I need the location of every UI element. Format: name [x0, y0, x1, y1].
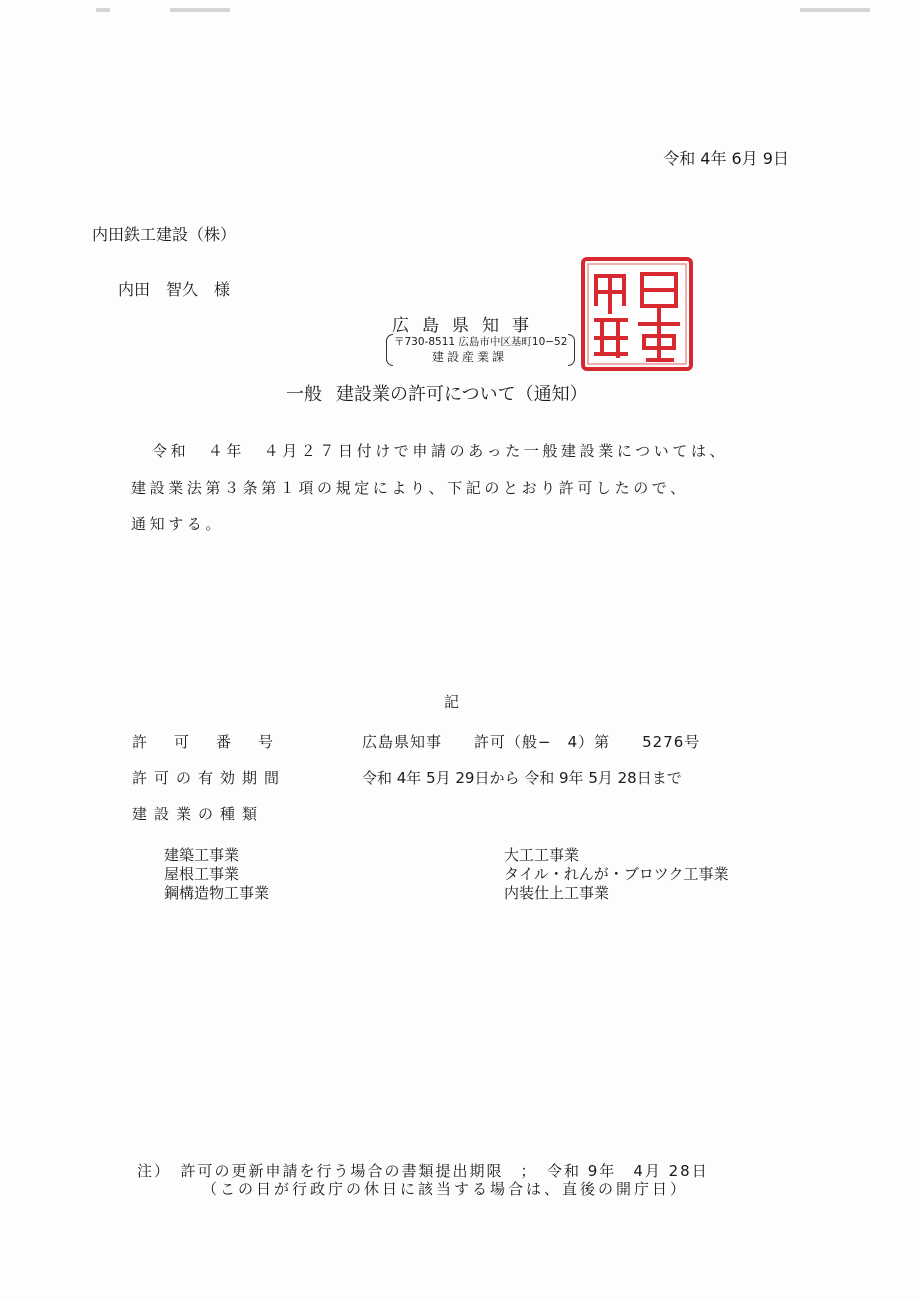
business-types-label: 建設業の種類 [132, 805, 265, 823]
scan-artifact [96, 8, 110, 12]
address-bracket-left [386, 334, 393, 366]
issuer-title: 広島県知事 [392, 316, 542, 336]
scan-artifact [170, 8, 230, 12]
document-subject [286, 380, 588, 406]
business-type-item: 屋根工事業 [164, 865, 240, 883]
record-heading: 記 [444, 693, 460, 711]
permit-number-value: 広島県知事 許可（般− 4）第 5276号 [362, 733, 701, 751]
subject-prefix: 一般 [286, 384, 322, 405]
issuer-address: 〒730-8511 広島市中区基町10−52 [394, 336, 568, 348]
body-line-1: 令和 ４年 ４月２７日付けで申請のあった一般建設業については、 [152, 442, 729, 460]
body-line-2: 建設業法第３条第１項の規定により、下記のとおり許可したので、 [131, 479, 689, 497]
addressee-person: 内田 智久 様 [118, 280, 231, 299]
addressee-company: 内田鉄工建設（株） [92, 225, 237, 244]
business-type-item: タイル・れんが・ブロツク工事業 [504, 865, 729, 883]
renewal-note: 注） 許可の更新申請を行う場合の書類提出期限 ； 令和 9年 4月 28日 [137, 1162, 709, 1180]
issuer-department: 建設産業課 [432, 350, 508, 364]
official-seal-stamp [580, 256, 694, 372]
business-type-item: 建築工事業 [164, 846, 240, 864]
issue-date: 令和 4年 6月 9日 [663, 149, 789, 168]
validity-period-value: 令和 4年 5月 29日から 令和 9年 5月 28日まで [362, 769, 682, 787]
business-type-item: 鋼構造物工事業 [164, 884, 270, 902]
permit-number-label: 許可番号 [132, 733, 301, 751]
business-type-item: 大工工事業 [504, 846, 580, 864]
validity-period-label: 許可の有効期間 [132, 769, 287, 787]
renewal-note-detail: （この日が行政庁の休日に該当する場合は、直後の開庁日） [202, 1180, 689, 1198]
business-types-left-column [164, 846, 269, 903]
scan-artifact [800, 8, 870, 12]
business-type-item: 内装仕上工事業 [504, 884, 610, 902]
business-types-right-column [504, 846, 729, 903]
address-bracket-right [568, 334, 575, 366]
body-line-3: 通知する。 [131, 515, 225, 533]
subject-title: 建設業の許可について（通知） [336, 384, 588, 405]
